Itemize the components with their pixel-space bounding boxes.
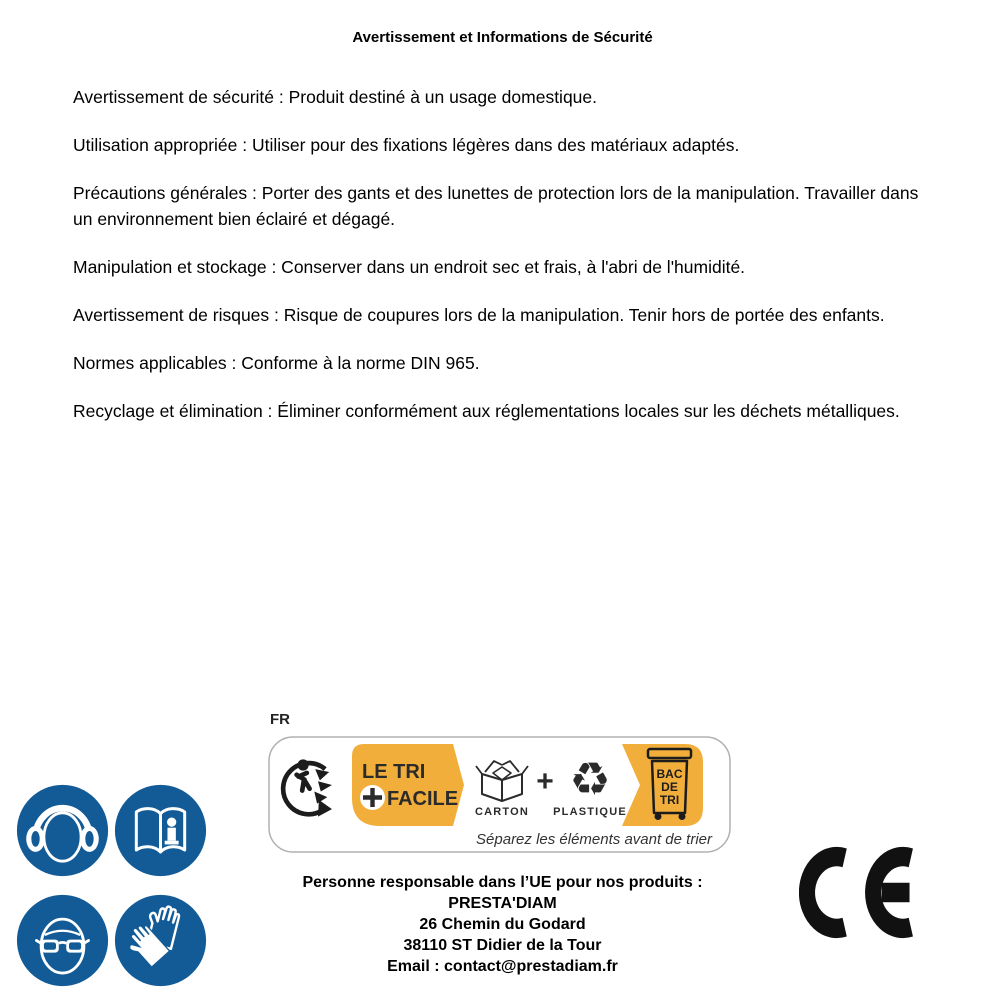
safety-paragraph: Recyclage et élimination : Éliminer conformément aux réglementations locales sur les déchets métalliques. <box>73 401 900 421</box>
responsible-heading: Personne responsable dans l’UE pour nos produits : <box>302 874 703 891</box>
fr-country-label: FR <box>270 711 290 728</box>
wear-eye-protection-icon <box>16 894 109 987</box>
bin-line-bac: BAC <box>656 767 683 781</box>
ce-marking-icon <box>799 844 941 941</box>
safety-paragraph: Précautions générales : Porter des gants et des lunettes de protection lors de la manipulation. Travailler dans un environnement bien éclairé et dégagé. <box>73 183 919 229</box>
safety-paragraph: Avertissement de sécurité : Produit destiné à un usage domestique. <box>73 87 598 107</box>
safety-paragraph: Utilisation appropriée : Utiliser pour des fixations légères dans des matériaux adaptés. <box>73 135 740 155</box>
plastique-label: PLASTIQUE <box>553 806 627 818</box>
bin-line-tri: TRI <box>659 793 680 807</box>
wear-ear-protection-icon <box>16 784 109 877</box>
tri-facile-badge <box>352 744 464 826</box>
wear-protective-gloves-icon <box>114 894 207 987</box>
responsible-party-block <box>250 872 755 977</box>
read-instruction-manual-icon <box>114 784 207 877</box>
plus-separator: + <box>536 765 554 798</box>
responsible-company: PRESTA'DIAM <box>448 895 557 912</box>
responsible-email: Email : contact@prestadiam.fr <box>387 958 618 975</box>
responsible-address: 26 Chemin du Godard <box>419 916 586 933</box>
safety-text-block <box>73 84 935 446</box>
responsible-city: 38110 ST Didier de la Tour <box>403 937 602 954</box>
safety-paragraph: Normes applicables : Conforme à la norme DIN 965. <box>73 353 480 373</box>
mandatory-safety-icons <box>16 784 207 987</box>
plastic-recycle-icon: ♻ <box>569 753 611 805</box>
info-tri-recycling-label <box>268 736 731 853</box>
page-title: Avertissement et Informations de Sécurité <box>352 29 653 46</box>
safety-paragraph: Manipulation et stockage : Conserver dans un endroit sec et frais, à l'abri de l'humidité. <box>73 257 746 277</box>
tri-tagline: Séparez les éléments avant de trier <box>476 831 712 848</box>
safety-paragraph: Avertissement de risques : Risque de coupures lors de la manipulation. Tenir hors de portée des enfants. <box>73 305 885 325</box>
carton-label: CARTON <box>474 806 530 818</box>
tri-headline-top: LE TRI <box>362 761 426 783</box>
bin-line-de: DE <box>661 780 678 794</box>
tri-headline-bottom: FACILE <box>387 788 459 810</box>
